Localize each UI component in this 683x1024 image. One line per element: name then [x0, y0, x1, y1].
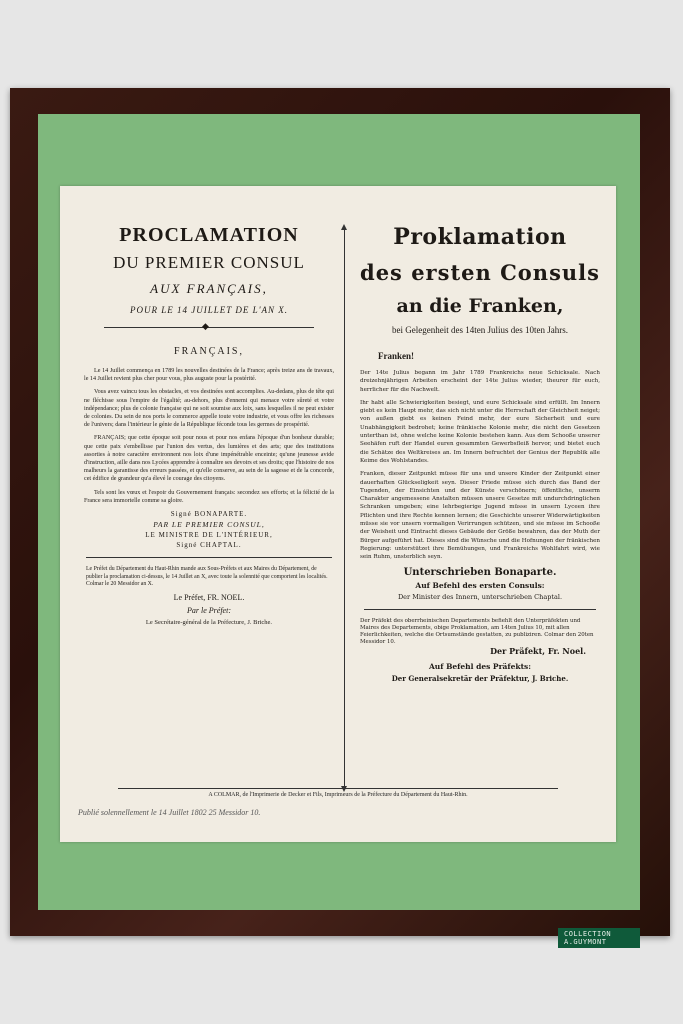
picture-frame [10, 88, 670, 946]
de-prefect-name: Der Präfekt, Fr. Noel. [490, 645, 586, 656]
fr-par-prefet: Par le Préfet: [187, 605, 231, 615]
de-addressee: an die Franken, [396, 295, 564, 317]
de-date: bei Gelegenheit des 14ten Julius des 10ten Jahrs. [392, 325, 568, 335]
german-column [356, 186, 604, 683]
fr-paragraph: FRANÇAIS; que cette époque soit pour nous et pour nos enfans l'époque d'un bonheur durable; que cette paix s'embellisse par l'union des vertus, des lumières et des arts; que des institutions assorties à notre caractère environnent nos loix d'une impénétrable enceinte; qu'une jeunesse avide d'instruction, aille dans nos Lycées apprendre à connaître ses devoirs et ses droits; que l'histoire de nos malheurs la garantisse des erreurs passées, et qu'elle conserve, au sein de la sagesse et de la concorde, cet édifice de grandeur qu'a élevé le courage des citoyens. [84, 435, 334, 483]
fr-paragraph: Vous avez vaincu tous les obstacles, et vos destinées sont accomplies. Au-dedans, plus de tête qui ne fléchisse sous l'empire de l'égalité; au-dehors, plus d'ennemi qui menace votre sûreté et votre indépendance; plus de colonie française qui ne soit soumise aux loix, sans lesquelles il ne peut exister de colonies. Du sein de nos ports le commerce appelle toute votre industrie, et vous offre les richesses de l'univers; dans l'intérieur le génie de la République féconde tous les germes de prospérité. [84, 389, 334, 429]
fr-subtitle: DU PREMIER CONSUL [113, 253, 305, 272]
de-paragraph: Der 14te Julius begann im Jahr 1789 Frankreichs neue Schicksale. Nach dreizehnjährigen Arbeiten erscheint der 14te Julius wieder, theurer für euch, herrlicher für die Nachwelt. [360, 370, 600, 393]
fr-prefect-order: Le Préfet du Département du Haut-Rhin mande aux Sous-Préfets et aux Maires du Département, de publier la proclamation ci-dessus, le 14 Juillet an X, avec toute la solennité que comportent les localités. [86, 566, 328, 580]
de-title: Proklamation [393, 224, 567, 250]
fr-minister: LE MINISTRE DE L'INTÉRIEUR, [145, 531, 273, 540]
de-subtitle: des ersten Consuls [360, 260, 600, 285]
fr-section-rule [86, 557, 332, 558]
de-secretary: Der Generalsekretär der Präfektur, J. Briche. [391, 673, 569, 683]
green-mat [38, 114, 640, 946]
fr-minister-signature: Signé CHAPTAL. [176, 541, 242, 550]
french-column [78, 186, 340, 626]
fr-place-date: Colmar le 20 Messidor an X. [86, 581, 154, 588]
handwritten-note: Publié solennellement le 14 Juillet 1802 25 Messidor 10. [78, 808, 261, 817]
fr-date: POUR LE 14 JUILLET DE L'AN X. [129, 305, 288, 315]
fr-title: PROCLAMATION [119, 224, 299, 246]
de-par-prefet: Auf Befehl des Präfekts: [428, 661, 532, 671]
fr-secretary: Le Secrétaire-général de la Préfecture, J. Briche. [145, 618, 273, 626]
printer-imprint: A COLMAR, de l'Imprimerie de Decker et Fils, Imprimeurs de la Préfecture du Département du Haut-Rhin. [208, 792, 468, 798]
fr-paragraph: Le 14 Juillet commença en 1789 les nouvelles destinées de la France; après treize ans de travaux, le 14 Juillet revient plus cher pour vous, plus auguste pour la postérité. [84, 368, 334, 383]
fr-prefect-name: Le Préfet, FR. NOEL. [173, 592, 245, 602]
collection-label: COLLECTION A.GUYMONT [558, 928, 640, 948]
de-body [356, 369, 604, 562]
printer-rule [118, 788, 558, 789]
de-paragraph: Ihr habt alle Schwierigkeiten besiegt, und eure Schicksale sind erfüllt. Im Innern giebt es kein Haupt mehr, das sich nicht unter die Herrschaft der Gleichheit neiget; von außen giebt es keinen Feind mehr, der eure Sicherheit und eure Unabhängigkeit bedrohet; keine fränkische Kolonie mehr, die nicht den Gesetzen unterthan ist, ohne welche keine Kolonie bestehen kann. Aus dem Schooße unserer Seehäfen ruft der Handel euren gesammten Gewerbsfleiß hervor, und bietet euch die Schätze des Weltkreises an. Im Innern befruchtet der Genius der Republik alle Keime des Wohlstandes. [360, 399, 600, 464]
fr-signature: Signé BONAPARTE. [170, 510, 248, 519]
de-section-rule [364, 609, 596, 610]
fr-paragraph: Tels sont les vœux et l'espoir du Gouvernement français: secondez ses efforts; et la félicité de la France sera immortelle comme sa gloire. [84, 489, 334, 504]
de-signature: Unterschrieben Bonaparte. [403, 566, 557, 578]
de-minister: Der Minister des Innern, unterschrieben Chaptal. [397, 592, 563, 601]
de-by-consul: Auf Befehl des ersten Consuls: [415, 580, 545, 590]
de-salutation: Franken! [378, 351, 414, 361]
fr-ornament-rule [104, 327, 314, 328]
fr-addressee: AUX FRANÇAIS, [150, 281, 268, 296]
de-prefect-order: Der Präfekt des oberrheinischen Departements befiehlt den Unterpräfekten und Maires des Departements, obige Proklamation, am 14ten Julius 10, mit allen Feierlichkeiten, welche die Ortsumstände gestatten, zu publiziren. Colmar den 20ten Messidor 10. [360, 617, 594, 645]
column-divider [344, 230, 345, 786]
fr-body [78, 367, 340, 505]
fr-by-consul: PAR LE PREMIER CONSUL, [153, 520, 265, 530]
de-paragraph: Franken, dieser Zeitpunkt müsse für uns und unsere Kinder der Zeitpunkt einer dauerhaften Glückseligkeit seyn. Dieser Friede müsse sich durch das Band der Tugenden, der Einsichten und der Künste verschönern; öffentliche, unserm Charakter angemessene Anstalten müssen unsere Gesetze mit undurchdringlichen Schranken umgeben; eine lehrbegierige Jugend müsse in unsern Lyceen ihre Pflichten und ihre Rechte kennen lernen; die Geschichte unserer Widerwärtigkeiten müsse sie vor unsern vormaligen Verirrungen schützen, und sie müsse im Schooße der Weisheit und Eintracht dieses Gebäude der Größe bewahren, das der Muth der Bürger aufgeführt hat. Dieses sind die Wünsche und die Hofnungen der fränkischen Regierung: unterstützet ihre Bemühungen, und Frankreichs Wohlfahrt wird, wie sein Ruhm, unsterblich seyn. [360, 471, 600, 561]
proclamation-poster [60, 186, 616, 842]
fr-salutation: FRANÇAIS, [174, 346, 244, 357]
